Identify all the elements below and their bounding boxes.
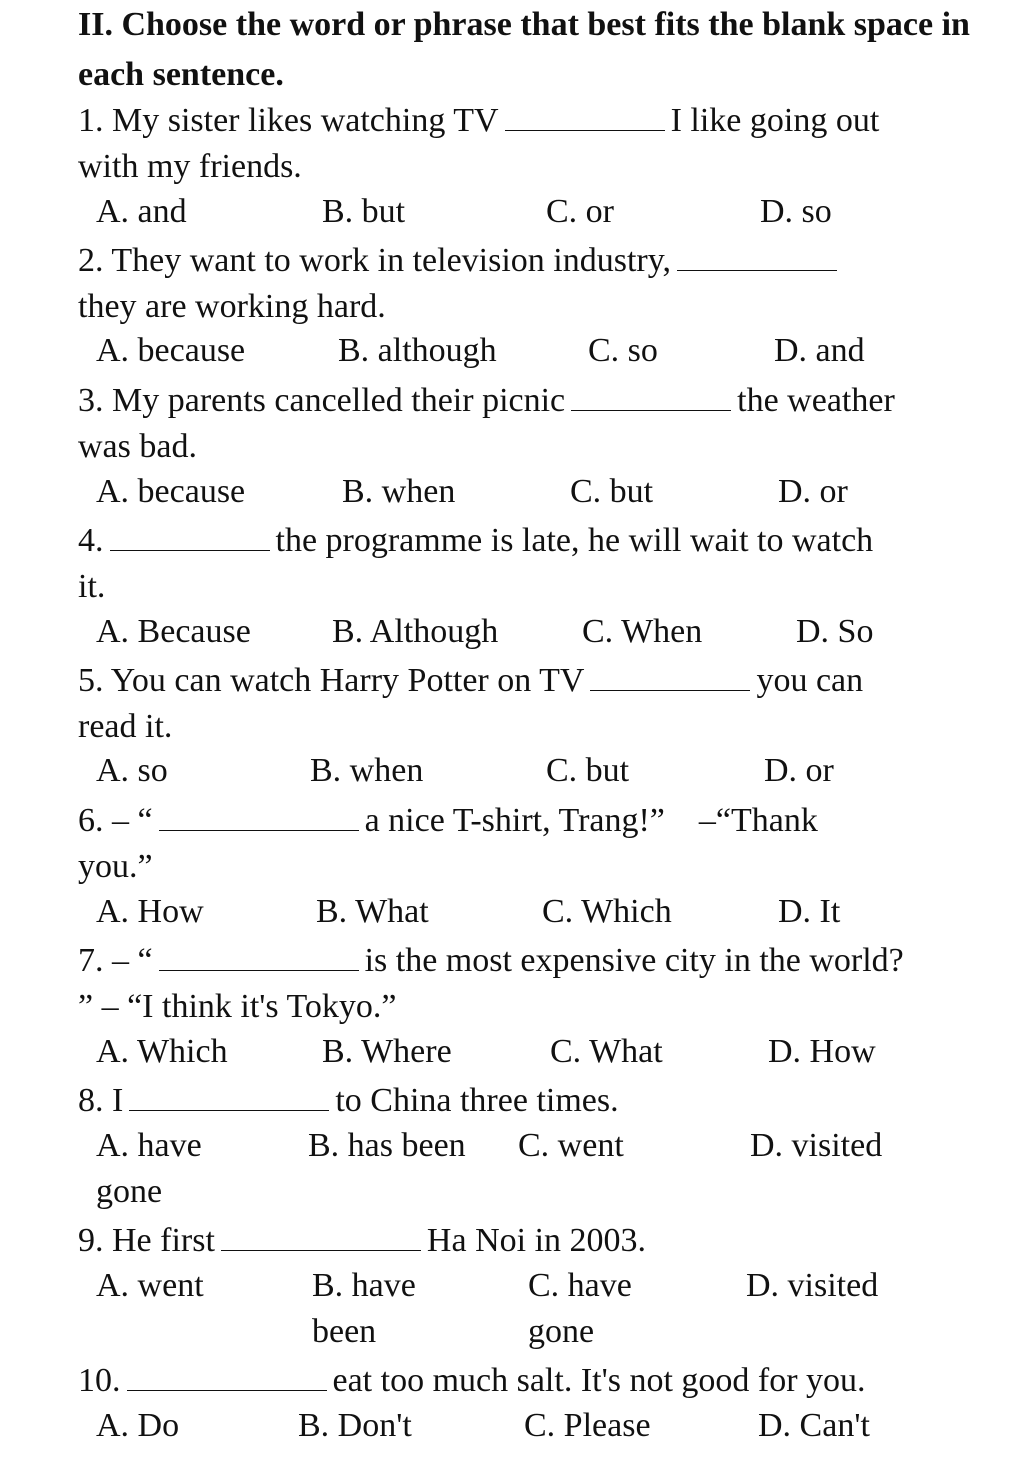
- question-10-option-a[interactable]: A. Do: [96, 1407, 180, 1444]
- question-1-option-b[interactable]: B. but: [322, 193, 406, 230]
- question-6-option-d[interactable]: D. It: [778, 893, 841, 930]
- question-7-blank[interactable]: [159, 936, 359, 971]
- question-4-option-d[interactable]: D. So: [796, 613, 874, 650]
- question-2-option-d[interactable]: D. and: [774, 332, 865, 369]
- question-2-blank[interactable]: [677, 236, 837, 271]
- question-5-option-b[interactable]: B. when: [310, 752, 424, 789]
- question-3-option-d[interactable]: D. or: [778, 473, 848, 510]
- question-9-option-b-line2: been: [312, 1313, 377, 1350]
- question-10-text-after: eat too much salt. It's not good for you.: [332, 1362, 866, 1399]
- question-1-option-d[interactable]: D. so: [760, 193, 832, 230]
- question-4-option-b[interactable]: B. Although: [332, 613, 499, 650]
- question-4-text-line2: it.: [78, 568, 106, 605]
- question-3-text-line2: was bad.: [78, 428, 197, 465]
- question-8: [78, 1076, 978, 1124]
- question-3-option-a[interactable]: A. because: [96, 473, 246, 510]
- question-7-option-a[interactable]: A. Which: [96, 1033, 228, 1070]
- question-8-text-before: 8. I: [78, 1082, 124, 1119]
- question-9-option-c[interactable]: [528, 1263, 632, 1355]
- question-10-text-before: 10.: [78, 1362, 121, 1399]
- question-8-option-a-line2: gone: [96, 1173, 163, 1210]
- question-1-option-a[interactable]: A. and: [96, 193, 187, 230]
- question-6-blank[interactable]: [159, 796, 359, 831]
- question-8-option-a[interactable]: [96, 1123, 202, 1215]
- question-1-text-before: 1. My sister likes watching TV: [78, 102, 499, 139]
- question-7-option-d[interactable]: D. How: [768, 1033, 876, 1070]
- question-9-option-b[interactable]: [312, 1263, 416, 1355]
- question-5-option-a[interactable]: A. so: [96, 752, 168, 789]
- question-3: [78, 376, 978, 470]
- question-1-option-c[interactable]: C. or: [546, 193, 614, 230]
- question-10-option-b[interactable]: B. Don't: [298, 1407, 412, 1444]
- question-5-option-c[interactable]: C. but: [546, 752, 630, 789]
- question-10-option-d[interactable]: D. Can't: [758, 1407, 870, 1444]
- question-2: [78, 236, 978, 330]
- question-2-option-c[interactable]: C. so: [588, 332, 658, 369]
- question-9-option-d[interactable]: D. visited: [746, 1267, 879, 1304]
- question-5-blank[interactable]: [590, 656, 750, 691]
- question-9-option-a[interactable]: A. went: [96, 1267, 204, 1304]
- question-9-option-c-line1: C. have: [528, 1267, 632, 1304]
- question-9-blank[interactable]: [221, 1216, 421, 1251]
- question-6: [78, 796, 978, 890]
- question-4-option-c[interactable]: C. When: [582, 613, 703, 650]
- question-6-text-before: 6. – “: [78, 802, 153, 839]
- question-10: [78, 1356, 978, 1404]
- question-4-text-before: 4.: [78, 522, 104, 559]
- question-7: [78, 936, 978, 1030]
- question-6-text-after: a nice T-shirt, Trang!” –“Thank: [364, 802, 818, 839]
- question-3-text-before: 3. My parents cancelled their picnic: [78, 382, 566, 419]
- question-1-text-line2: with my friends.: [78, 148, 302, 185]
- question-6-option-c[interactable]: C. Which: [542, 893, 672, 930]
- question-1: [78, 96, 978, 190]
- question-7-text-before: 7. – “: [78, 942, 153, 979]
- section-heading: II. Choose the word or phrase that best fits the blank space in each sentence.: [78, 6, 970, 93]
- question-5: [78, 656, 978, 750]
- question-9-option-c-line2: gone: [528, 1313, 595, 1350]
- question-7-option-c[interactable]: C. What: [550, 1033, 663, 1070]
- question-5-text-line2: read it.: [78, 708, 173, 745]
- question-9-option-b-line1: B. have: [312, 1267, 416, 1304]
- question-8-option-c[interactable]: C. went: [518, 1127, 624, 1164]
- question-7-text-line2: ” – “I think it's Tokyo.”: [78, 988, 397, 1025]
- question-8-blank[interactable]: [129, 1076, 329, 1111]
- question-10-blank[interactable]: [127, 1356, 327, 1391]
- question-6-option-b[interactable]: B. What: [316, 893, 429, 930]
- question-3-text-after: the weather: [737, 382, 895, 419]
- question-10-option-c[interactable]: C. Please: [524, 1407, 651, 1444]
- question-9-text-after: Ha Noi in 2003.: [426, 1222, 647, 1259]
- question-2-option-b[interactable]: B. although: [338, 332, 497, 369]
- question-5-text-before: 5. You can watch Harry Potter on TV: [78, 662, 585, 699]
- question-4-text-after: the programme is late, he will wait to watch: [275, 522, 874, 559]
- question-9: [78, 1216, 978, 1264]
- question-8-text-after: to China three times.: [335, 1082, 619, 1119]
- question-2-text-line2: they are working hard.: [78, 288, 386, 325]
- question-4-blank[interactable]: [110, 516, 270, 551]
- question-8-option-a-line1: A. have: [96, 1127, 202, 1164]
- question-8-option-b[interactable]: B. has been: [308, 1127, 466, 1164]
- question-8-option-d[interactable]: D. visited: [750, 1127, 883, 1164]
- question-3-blank[interactable]: [571, 376, 731, 411]
- question-2-text-before: 2. They want to work in television industry,: [78, 242, 672, 279]
- question-1-blank[interactable]: [505, 96, 665, 131]
- question-3-option-c[interactable]: C. but: [570, 473, 654, 510]
- question-2-option-a[interactable]: A. because: [96, 332, 246, 369]
- question-4: [78, 516, 978, 610]
- question-3-option-b[interactable]: B. when: [342, 473, 456, 510]
- question-4-option-a[interactable]: A. Because: [96, 613, 251, 650]
- question-7-option-b[interactable]: B. Where: [322, 1033, 452, 1070]
- question-6-text-line2: you.”: [78, 848, 153, 885]
- question-7-text-after: is the most expensive city in the world?: [364, 942, 904, 979]
- question-5-option-d[interactable]: D. or: [764, 752, 834, 789]
- question-1-text-after: I like going out: [670, 102, 880, 139]
- question-9-text-before: 9. He first: [78, 1222, 215, 1259]
- question-5-text-after: you can: [756, 662, 864, 699]
- question-6-option-a[interactable]: A. How: [96, 893, 204, 930]
